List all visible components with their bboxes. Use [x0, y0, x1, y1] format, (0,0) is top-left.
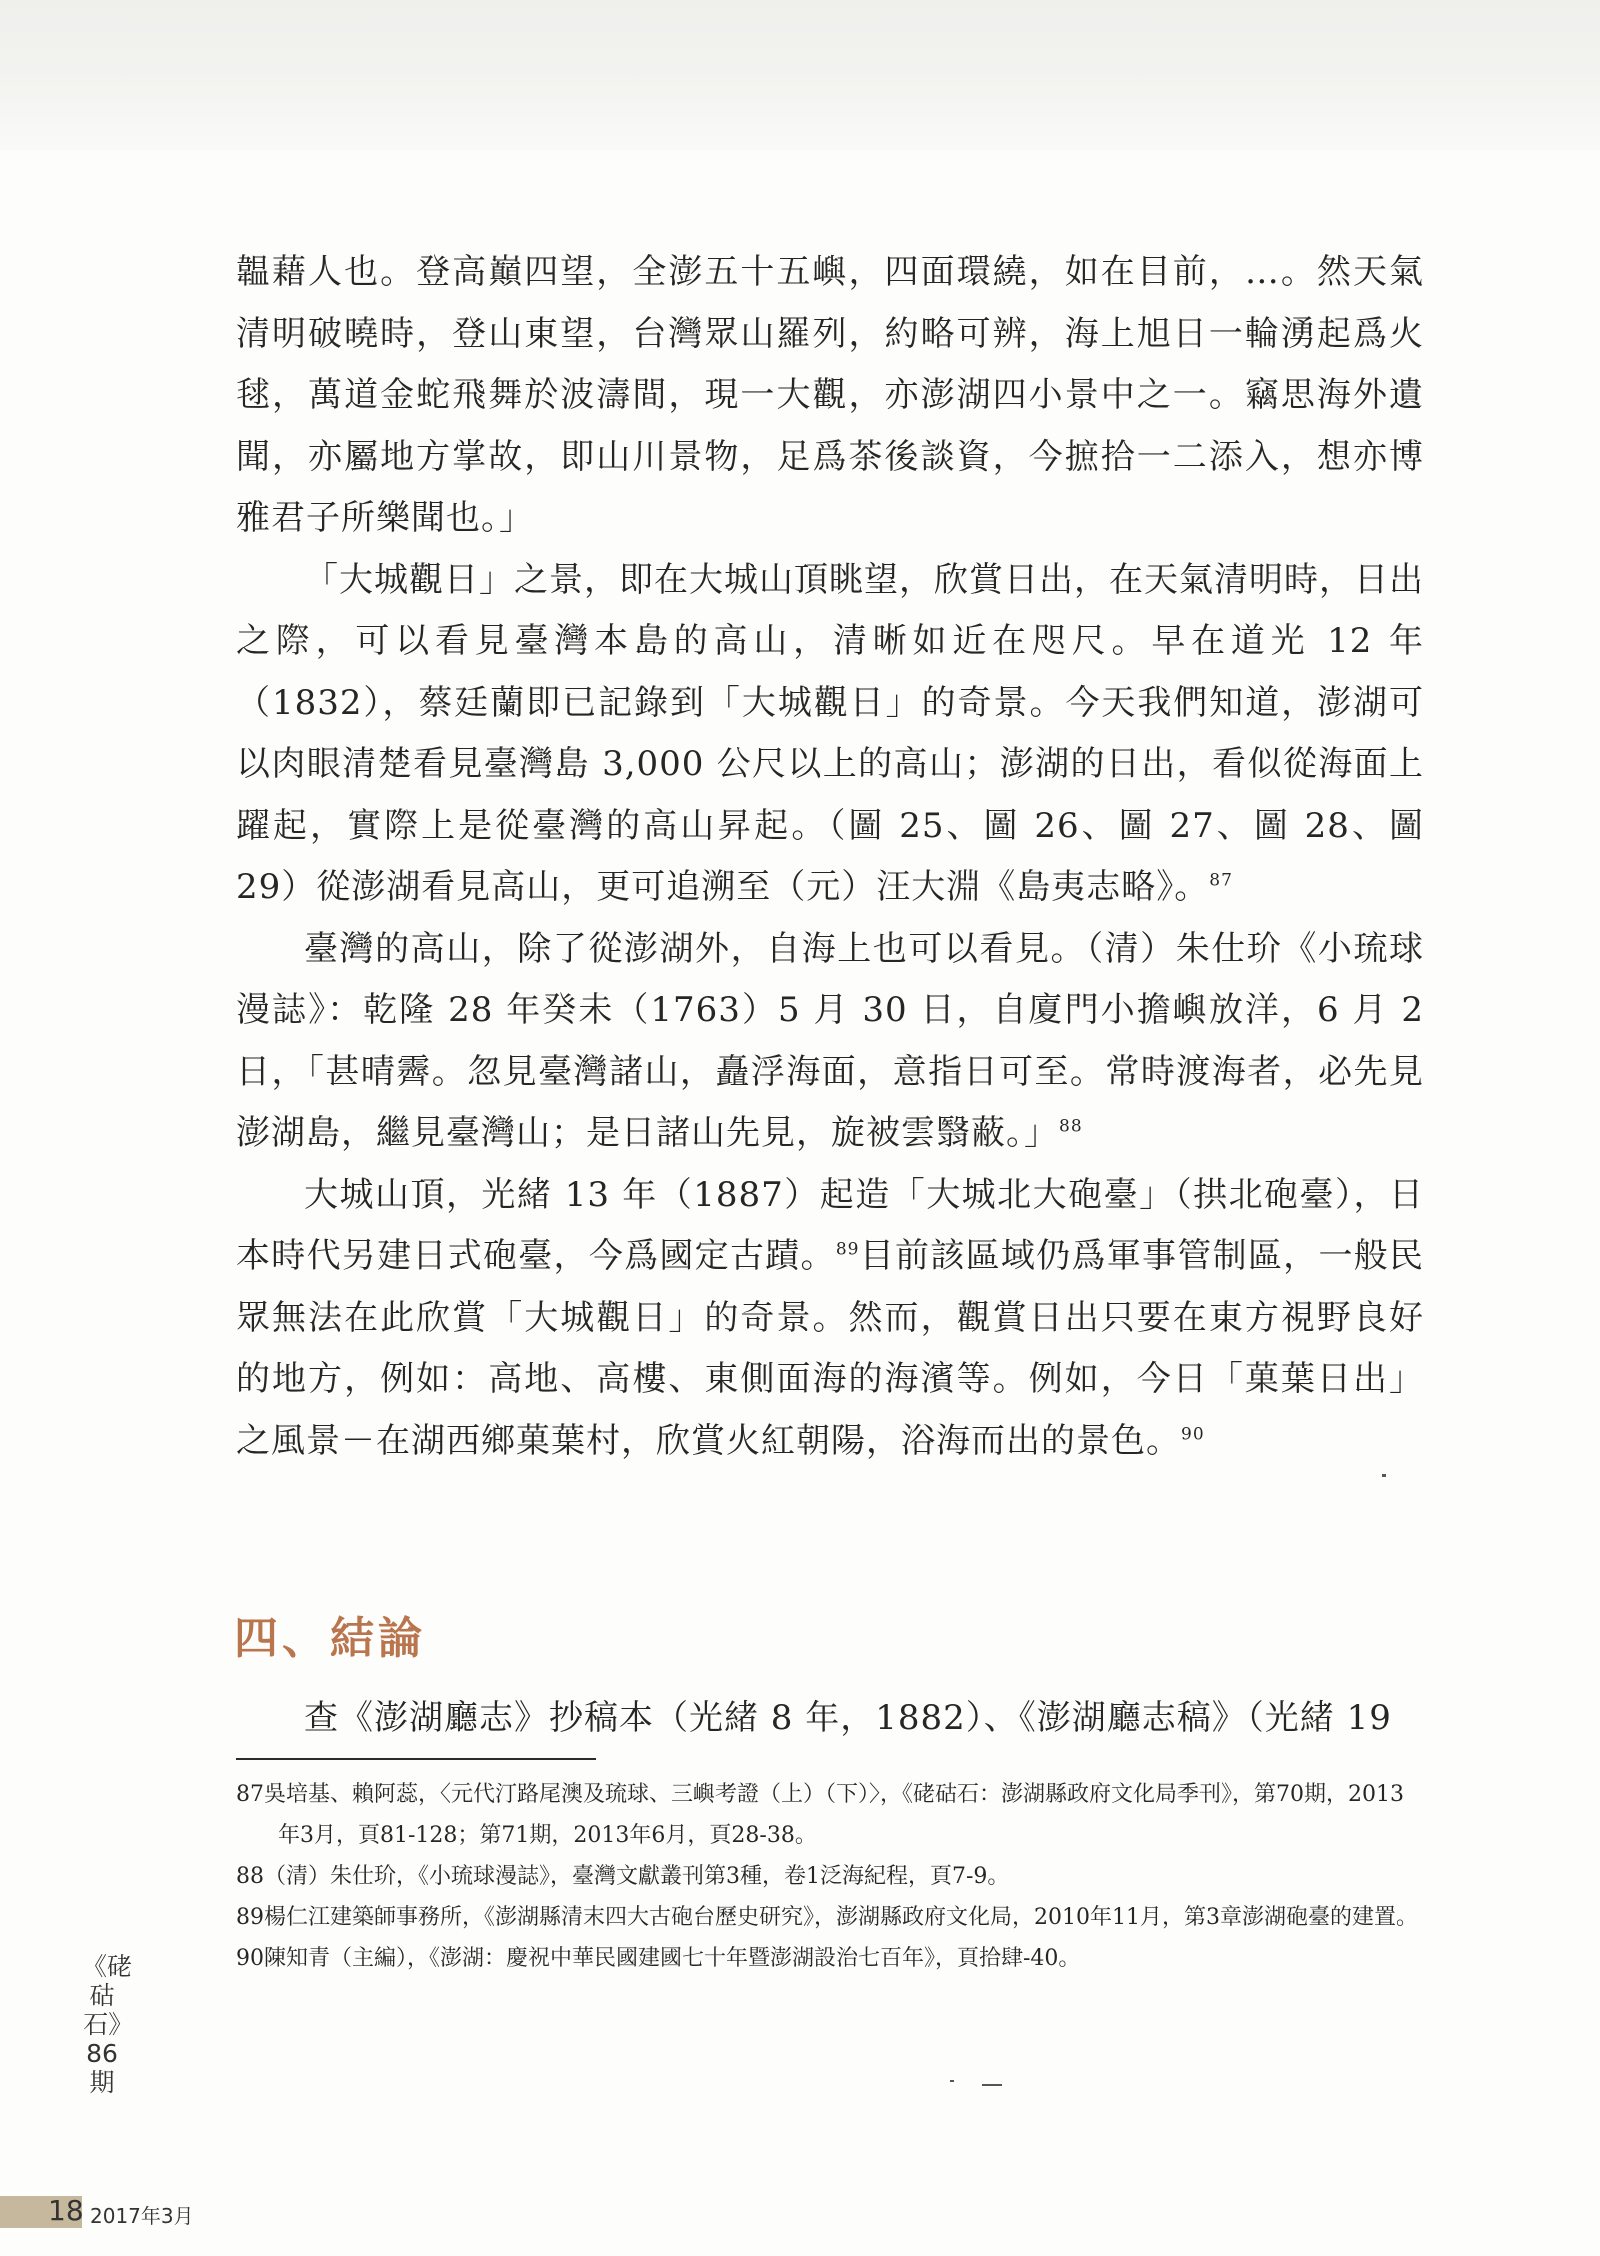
footnote-88: 88（清）朱仕玠，《小琉球漫誌》，臺灣文獻叢刊第3種，卷1泛海紀程，頁7-9。	[236, 1864, 1010, 1889]
section-heading: 四、結論	[234, 1613, 426, 1664]
scan-shadow-band	[0, 0, 1600, 150]
paragraph-text: 大城山頂，光緒 13 年（1887）起造「大城北大砲臺」（拱北砲臺），日本時代另建日式砲臺，今爲國定古蹟。	[236, 1174, 1424, 1276]
paragraph-dacheng-sunrise	[236, 550, 1424, 919]
scan-speck	[950, 2080, 954, 2082]
paragraph-quote-end: 韞藉人也。登高巔四望，全澎五十五嶼，四面環繞，如在目前，…。然天氣清明破曉時，登山東望，台灣眾山羅列，約略可辨，海上旭日一輪湧起爲火毬，萬道金蛇飛舞於波濤間，現一大觀，亦澎湖四小景中之一。竊思海外遺聞，亦屬地方掌故，即山川景物，足爲茶後談資，今摭拾一二添入，想亦博雅君子所樂聞也。」	[236, 252, 1424, 538]
paragraph-text: 「大城觀日」之景，即在大城山頂眺望，欣賞日出，在天氣清明時，日出之際，可以看見臺灣本島的高山，清晰如近在咫尺。早在道光 12 年（1832），蔡廷蘭即已記錄到「大城觀日」的奇景。今天我們知道，澎湖可以肉眼清楚看見臺灣島 3,000 公尺以上的高山；澎湖的日出，看似從海面上躍起，實際上是從臺灣的高山昇起。（圖 25、圖 26、圖 27、圖 28、圖 29）從澎湖看見高山，更可追溯至（元）汪大淵《島夷志略》。	[236, 559, 1424, 907]
conclusion-section	[236, 1688, 1424, 1750]
page-number: 18	[48, 2194, 84, 2227]
paragraph-text: 目前該區域仍爲軍事管制區，一般民眾無法在此欣賞「大城觀日」的奇景。然而，觀賞日出只要在東方視野良好的地方，例如：高地、高樓、東側面海的海濱等。例如，今日「菓葉日出」 之風景－在湖西鄉菓葉村，欣賞火紅朝陽，浴海而出的景色。	[236, 1236, 1425, 1461]
footnote-divider	[236, 1758, 596, 1760]
footnote-87: 87吳培基、賴阿蕊，〈元代汀路尾澳及琉球、三嶼考證（上）（下）〉，《硓𥑮石：澎湖縣政府文化局季刊》，第70期，2013年3月，頁81-128；第71期，2013年6月，頁28-38。	[236, 1782, 1404, 1848]
issue-date: 2017年3月	[90, 2204, 194, 2228]
footnote-90: 90陳知青（主編），《澎湖：慶祝中華民國建國七十年暨澎湖設治七百年》，頁拾肆-40。	[236, 1946, 1081, 1971]
footnotes	[236, 1774, 1424, 1979]
footnote-ref-90[interactable]: 90	[1181, 1424, 1205, 1445]
footnote-ref-87[interactable]: 87	[1209, 870, 1233, 891]
footnote-ref-88[interactable]: 88	[1059, 1116, 1083, 1137]
footnote-ref-89[interactable]: 89	[835, 1239, 860, 1260]
footnote-89: 89楊仁江建築師事務所，《澎湖縣清末四大古砲台歷史研究》，澎湖縣政府文化局，2010年11月，第3章澎湖砲臺的建置。	[236, 1905, 1418, 1930]
scan-speck	[1382, 1474, 1386, 1477]
paragraph-fortress	[236, 1165, 1424, 1473]
journal-side-title: 《硓𥑮石》86期	[82, 1952, 133, 2097]
scan-speck	[982, 2084, 1002, 2086]
body-text	[236, 242, 1424, 1472]
conclusion-paragraph: 查《澎湖廳志》抄稿本（光緒 8 年，1882）、《澎湖廳志稿》（光緒 19	[304, 1698, 1392, 1738]
paragraph-text: 臺灣的高山，除了從澎湖外，自海上也可以看見。（清）朱仕玠《小琉球漫誌》：乾隆 28 年癸未（1763）5 月 30 日，自廈門小擔嶼放洋，6 月 2 日，「甚晴霽。忽見臺灣諸山，矗浮海面，意指日可至。常時渡海者，必先見澎湖島，繼見臺灣山；是日諸山先見，旋被雲翳蔽。」	[236, 928, 1424, 1153]
paragraph-taiwan-mountains	[236, 919, 1424, 1165]
